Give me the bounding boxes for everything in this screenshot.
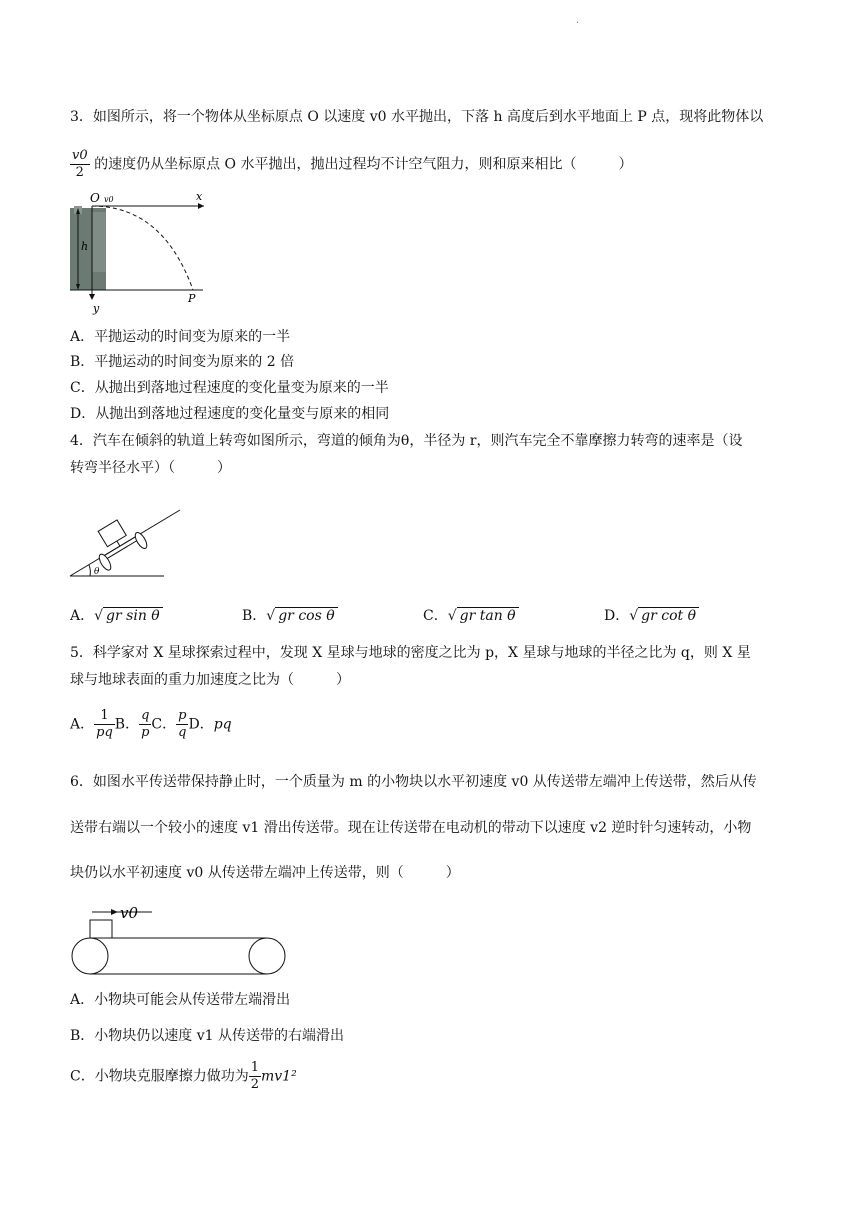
q3-label-h: h	[81, 240, 89, 253]
q6-left-roller	[72, 938, 108, 974]
q6-option-c-den: 2	[250, 1077, 259, 1092]
q4-option-c-label: C．	[423, 608, 448, 624]
q5-option-b-label: B．	[114, 716, 140, 733]
q3-label-y: y	[93, 302, 100, 315]
q6-option-c-frac	[249, 1060, 261, 1093]
q5-option-c-den: q	[178, 725, 187, 740]
q5-option-d-label: D．	[188, 716, 214, 733]
q5-option-b-num: q	[141, 708, 150, 723]
q5-option-a-label: A．	[70, 716, 95, 733]
q5-option-d-expr: pq	[213, 716, 232, 733]
q3-option-d: D．从抛出到落地过程速度的变化量变与原来的相同	[70, 406, 390, 422]
q4-option-a-expr: gr sin θ	[103, 607, 163, 624]
q3-option-a: A．平抛运动的时间变为原来的一半	[70, 329, 291, 345]
q4-option-c: C．√ gr tan θ	[423, 609, 519, 623]
q4-car	[86, 513, 149, 572]
q4-line-2: 转弯半径水平）（ ）	[70, 460, 231, 476]
q4-car-body	[98, 520, 126, 547]
q4-option-d-label: D．	[604, 608, 630, 624]
q6-block	[90, 920, 112, 938]
q4-option-d-expr: gr cot θ	[638, 607, 699, 624]
q3-line-2-text: 的速度仍从坐标原点 O 水平抛出，抛出过程均不计空气阻力，则和原来相比（ ）	[94, 156, 633, 173]
q4-option-b-expr: gr cos θ	[275, 607, 337, 624]
q5-option-a-num: 1	[94, 708, 115, 725]
q3-line-2	[70, 148, 632, 181]
q6-line-2: 送带右端以一个较小的速度 v1 滑出传送带。现在让传送带在电动机的带动下以速度 v2 逆时针匀速转动，小物	[70, 820, 752, 836]
q5-option-c-num: p	[178, 708, 187, 723]
q4-option-b-label: B．	[242, 608, 267, 624]
q4-theta-label: θ	[94, 567, 100, 577]
q5-option-c-label: C．	[151, 716, 177, 733]
q4-line-1: 4．汽车在倾斜的轨道上转弯如图所示，弯道的倾角为θ，半径为 r，则汽车完全不靠摩擦力转弯的速率是（设	[70, 433, 743, 449]
q5-option-b-frac	[139, 708, 151, 741]
q3-trajectory	[92, 206, 193, 290]
header-mark: .	[576, 15, 580, 26]
q4-option-a-label: A．	[70, 608, 95, 624]
q6-v0-label: v0	[120, 904, 139, 922]
q5-option-b-den: p	[141, 725, 150, 740]
q5-option-a-frac	[94, 708, 115, 741]
q5-options	[70, 708, 232, 741]
q6-option-c	[70, 1060, 297, 1093]
q6-right-roller	[249, 938, 285, 974]
q3-fraction	[70, 148, 90, 181]
q3-option-c: C．从抛出到落地过程速度的变化量变为原来的一半	[70, 380, 389, 396]
q6-option-c-prefix: C．小物块克服摩擦力做功为	[70, 1068, 249, 1085]
q6-option-c-expr: mv1²	[261, 1068, 297, 1085]
q5-line-2: 球与地球表面的重力加速度之比为（ ）	[70, 672, 350, 688]
q3-option-b: B．平抛运动的时间变为原来的 2 倍	[70, 354, 295, 370]
q3-label-v0: v0	[104, 195, 114, 204]
q5-option-a-den: pq	[96, 725, 113, 740]
q6-line-3: 块仍以水平初速度 v0 从传送带左端冲上传送带，则（ ）	[70, 865, 460, 881]
q4-option-b: B．√ gr cos θ	[242, 609, 338, 623]
q6-line-1: 6．如图水平传送带保持静止时，一个质量为 m 的小物块以水平初速度 v0 从传送带左端冲上传送带，然后从传	[70, 774, 757, 790]
q4-option-c-expr: gr tan θ	[457, 607, 519, 624]
q4-banked-curve-figure	[68, 496, 188, 582]
q6-option-b: B．小物块仍以速度 v1 从传送带的右端滑出	[70, 1028, 345, 1044]
q4-option-a: A．√ gr sin θ	[70, 609, 163, 623]
q5-option-c-frac	[176, 708, 188, 741]
q3-frac-den: 2	[75, 165, 84, 180]
q6-option-c-num: 1	[250, 1060, 259, 1075]
q6-conveyor-figure	[68, 900, 293, 980]
q4-option-d: D．√ gr cot θ	[604, 609, 699, 623]
q3-frac-num: v0	[72, 148, 88, 163]
q3-label-o: O	[90, 191, 100, 205]
q3-projectile-figure	[68, 188, 213, 316]
q5-line-1: 5．科学家对 X 星球探索过程中，发现 X 星球与地球的密度之比为 p，X 星球与地球的半径之比为 q，则 X 星	[70, 645, 751, 661]
q3-label-x: x	[196, 190, 203, 203]
q3-label-p: P	[188, 292, 196, 305]
q6-option-a: A．小物块可能会从传送带左端滑出	[70, 992, 291, 1008]
q3-line-1: 3．如图所示，将一个物体从坐标原点 O 以速度 v0 水平抛出，下落 h 高度后到水平地面上 P 点，现将此物体以	[70, 109, 764, 125]
